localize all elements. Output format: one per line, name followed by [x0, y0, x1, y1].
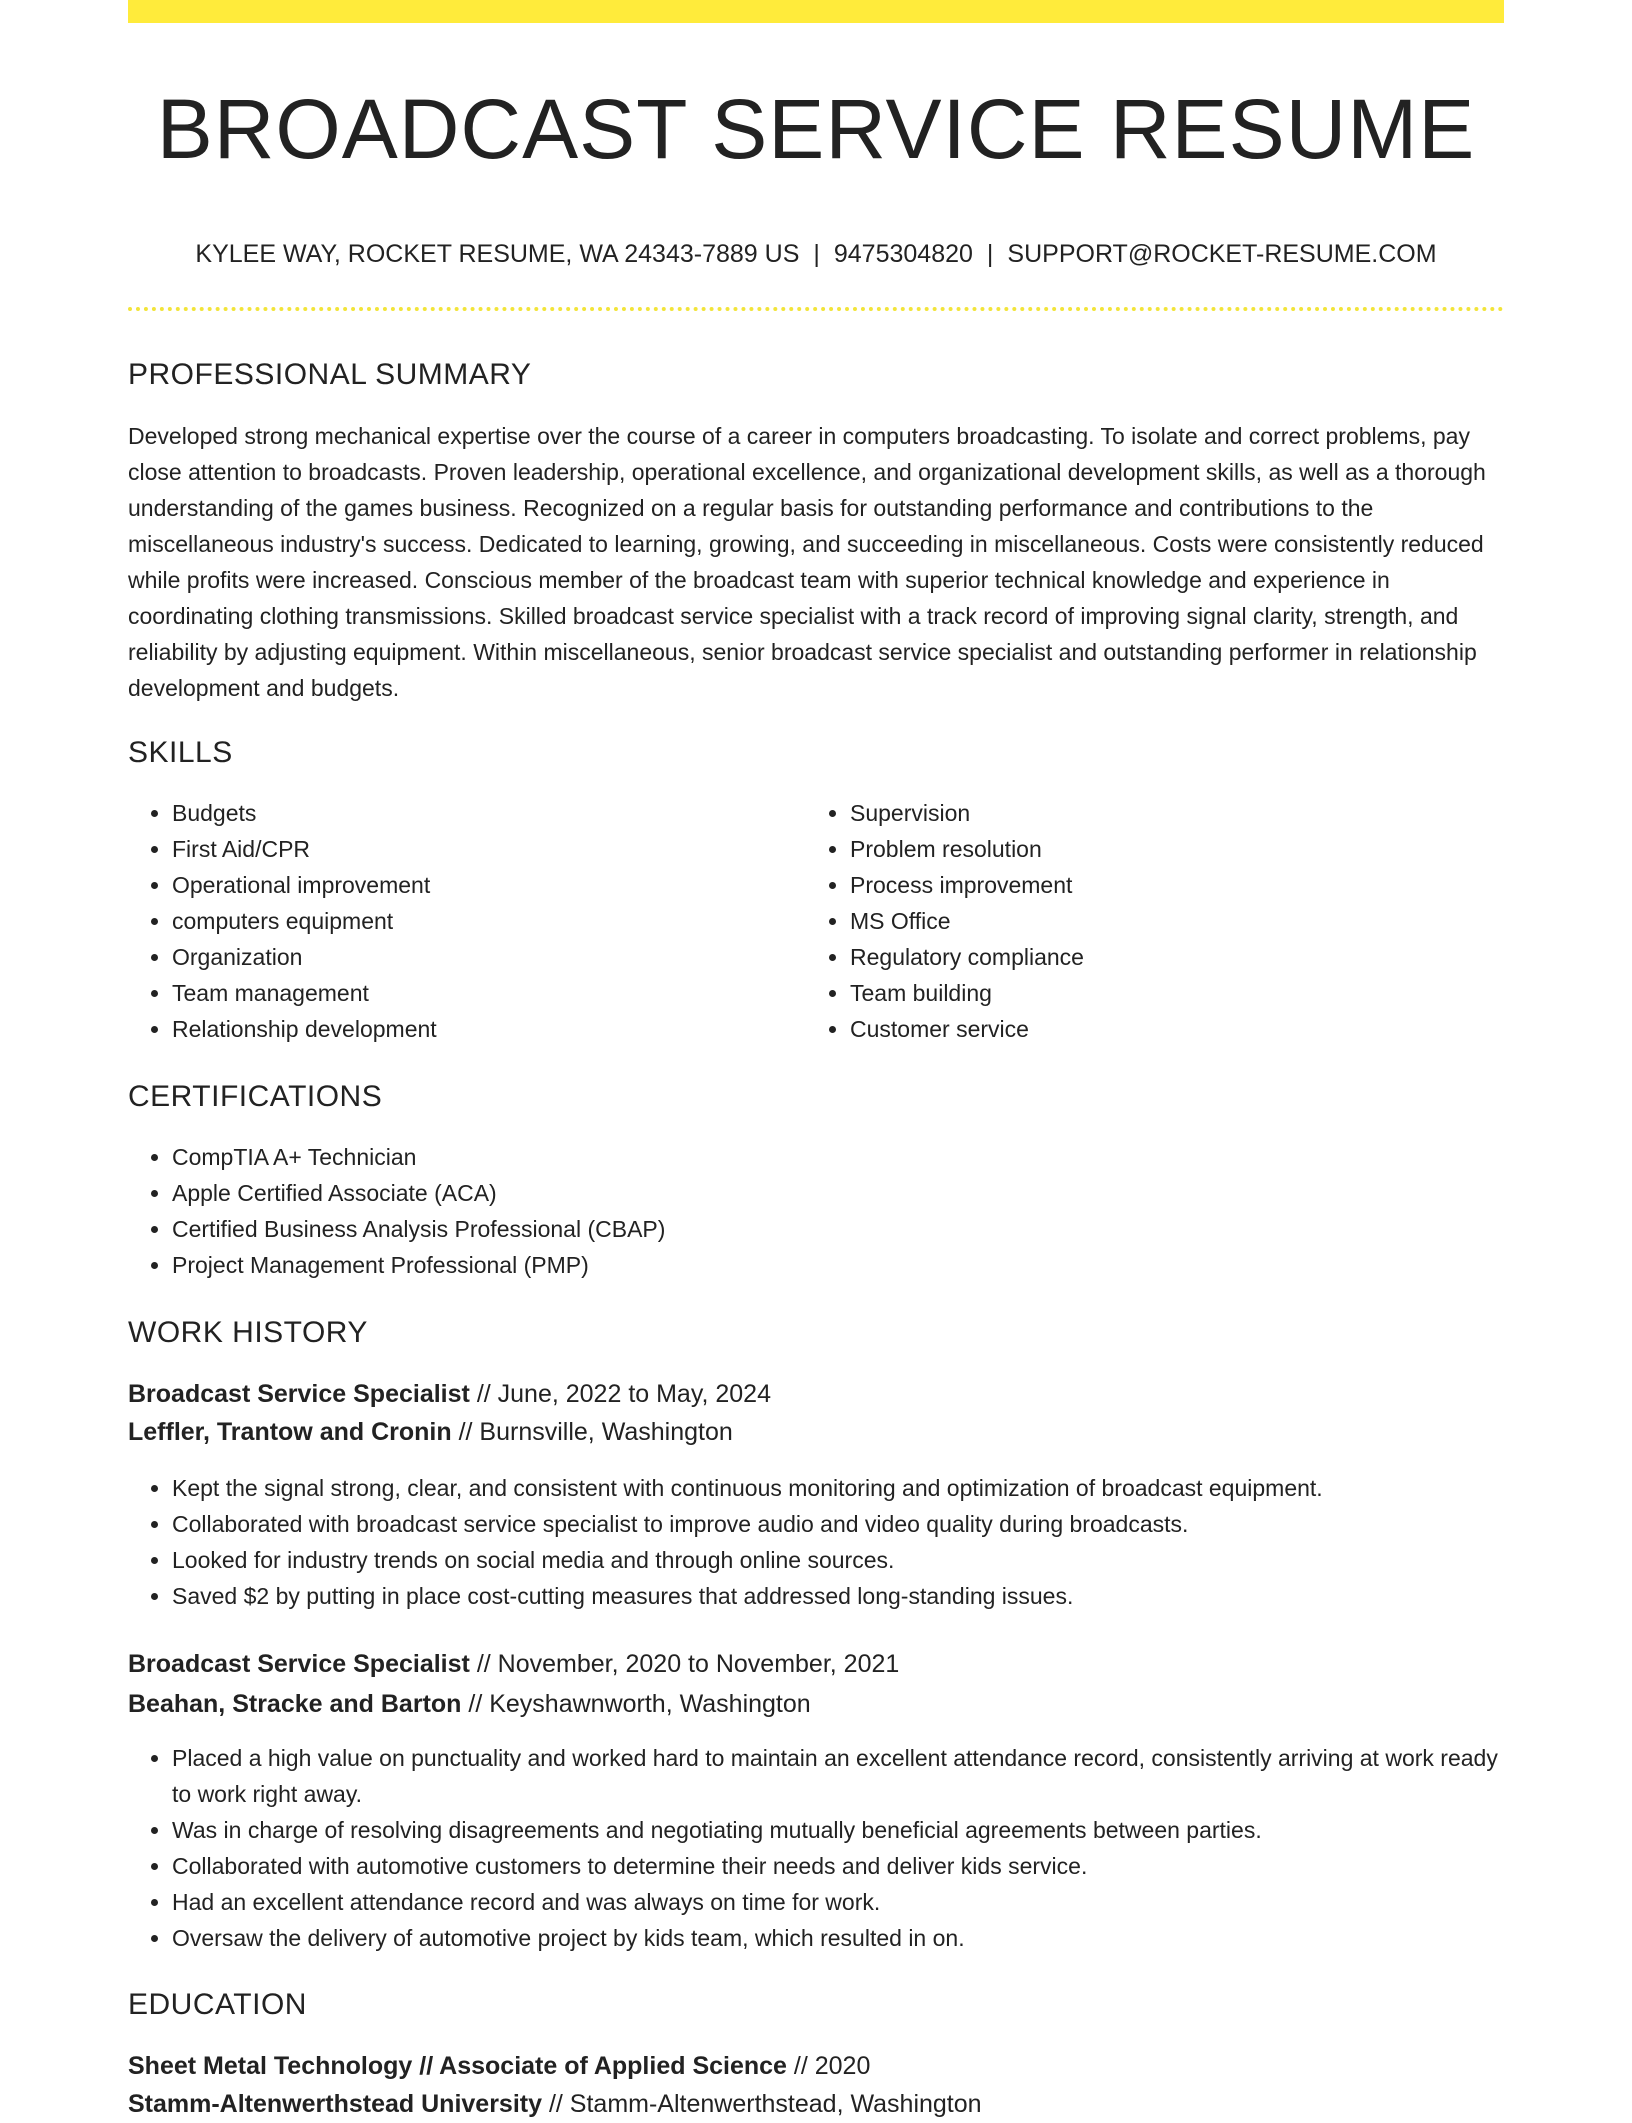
- job-company-line: [128, 1413, 1504, 1451]
- list-item: • Had an excellent attendance record and was always on time for work.: [172, 1884, 1504, 1920]
- job-title-line: [128, 1375, 1504, 1413]
- contact-line: [128, 236, 1504, 272]
- list-item: • Process improvement: [850, 867, 1500, 903]
- education-school-line: [128, 2085, 1504, 2123]
- job-dates: // November, 2020 to November, 2021: [476, 1650, 900, 1678]
- list-item: • Organization: [172, 939, 802, 975]
- list-item: • Saved $2 by putting in place cost-cutting measures that addressed long-standing issues.: [172, 1578, 1504, 1614]
- list-item: • Collaborated with automotive customers to determine their needs and deliver kids service.: [172, 1848, 1504, 1884]
- contact-separator: |: [986, 240, 994, 268]
- list-item: • Oversaw the delivery of automotive project by kids team, which resulted in on.: [172, 1920, 1504, 1956]
- list-item: • CompTIA A+ Technician: [172, 1139, 1472, 1175]
- job-location: // Burnsville, Washington: [458, 1418, 733, 1446]
- list-item: • Supervision: [850, 795, 1500, 831]
- job-title: Broadcast Service Specialist: [128, 1650, 470, 1678]
- work-history-heading: WORK HISTORY: [128, 1316, 368, 1349]
- job-bullets: [128, 1470, 1504, 1614]
- job-dates: // June, 2022 to May, 2024: [476, 1380, 771, 1408]
- list-item: • Was in charge of resolving disagreements and negotiating mutually beneficial agreements between parties.: [172, 1812, 1504, 1848]
- list-item: • computers equipment: [172, 903, 802, 939]
- job-bullets: [128, 1740, 1504, 1956]
- skills-heading: SKILLS: [128, 736, 233, 769]
- summary-heading: PROFESSIONAL SUMMARY: [128, 358, 532, 391]
- list-item: • Relationship development: [172, 1011, 802, 1047]
- contact-phone: 9475304820: [833, 240, 973, 268]
- list-item: • Looked for industry trends on social media and through online sources.: [172, 1542, 1504, 1578]
- list-item: • Team building: [850, 975, 1500, 1011]
- list-item: • Certified Business Analysis Professional (CBAP): [172, 1211, 1472, 1247]
- education-year: // 2020: [793, 2052, 871, 2080]
- job-company: Beahan, Stracke and Barton: [128, 1690, 462, 1718]
- list-item: • Operational improvement: [172, 867, 802, 903]
- education-degree-line: [128, 2047, 1504, 2085]
- list-item: • Team management: [172, 975, 802, 1011]
- resume-page: [128, 0, 1504, 2118]
- skills-list-left: [128, 795, 802, 1047]
- list-item: • Collaborated with broadcast service specialist to improve audio and video quality during broadcasts.: [172, 1506, 1504, 1542]
- list-item: • Problem resolution: [850, 831, 1500, 867]
- list-item: • Placed a high value on punctuality and worked hard to maintain an excellent attendance record, consistently arriving at work ready to work right away.: [172, 1740, 1504, 1812]
- education-location: // Stamm-Altenwerthstead, Washington: [548, 2090, 982, 2118]
- contact-email: SUPPORT@ROCKET-RESUME.COM: [1007, 240, 1437, 268]
- skills-list-right: [806, 795, 1500, 1047]
- education-school: Stamm-Altenwerthstead University: [128, 2090, 543, 2118]
- certifications-list: [128, 1139, 1472, 1283]
- job-location: // Keyshawnworth, Washington: [468, 1690, 811, 1718]
- education-degree: Sheet Metal Technology // Associate of Applied Science: [128, 2052, 787, 2080]
- job-company-line: [128, 1685, 1504, 1723]
- list-item: • First Aid/CPR: [172, 831, 802, 867]
- contact-address: KYLEE WAY, ROCKET RESUME, WA 24343-7889 US: [195, 240, 800, 268]
- list-item: • MS Office: [850, 903, 1500, 939]
- list-item: • Kept the signal strong, clear, and consistent with continuous monitoring and optimization of broadcast equipment.: [172, 1470, 1504, 1506]
- list-item: • Regulatory compliance: [850, 939, 1500, 975]
- list-item: • Apple Certified Associate (ACA): [172, 1175, 1472, 1211]
- resume-title: BROADCAST SERVICE RESUME: [156, 82, 1476, 176]
- list-item: • Customer service: [850, 1011, 1500, 1047]
- contact-separator: |: [813, 240, 820, 268]
- header-divider: [128, 307, 1504, 311]
- certifications-heading: CERTIFICATIONS: [128, 1080, 383, 1113]
- list-item: • Budgets: [172, 795, 802, 831]
- job-company: Leffler, Trantow and Cronin: [128, 1418, 452, 1446]
- job-title: Broadcast Service Specialist: [128, 1380, 470, 1408]
- list-item: • Project Management Professional (PMP): [172, 1247, 1472, 1283]
- top-accent-bar: [128, 0, 1504, 23]
- job-title-line: [128, 1645, 1504, 1683]
- summary-text: Developed strong mechanical expertise over the course of a career in computers broadcasting. To isolate and correct problems, pay close attention to broadcasts. Proven leadership, operational excellence, and organizational development skills, as well as a thorough understanding of the games business. Recognized on a regular basis for outstanding performance and contributions to the miscellaneous industry's success. Dedicated to learning, growing, and succeeding in miscellaneous. Costs were consistently reduced while profits were increased. Conscious member of the broadcast team with superior technical knowledge and experience in coordinating clothing transmissions. Skilled broadcast service specialist with a track record of improving signal clarity, strength, and reliability by adjusting equipment. Within miscellaneous, senior broadcast service specialist and outstanding performer in relationship development and budgets.: [128, 423, 1486, 701]
- education-heading: EDUCATION: [128, 1988, 307, 2021]
